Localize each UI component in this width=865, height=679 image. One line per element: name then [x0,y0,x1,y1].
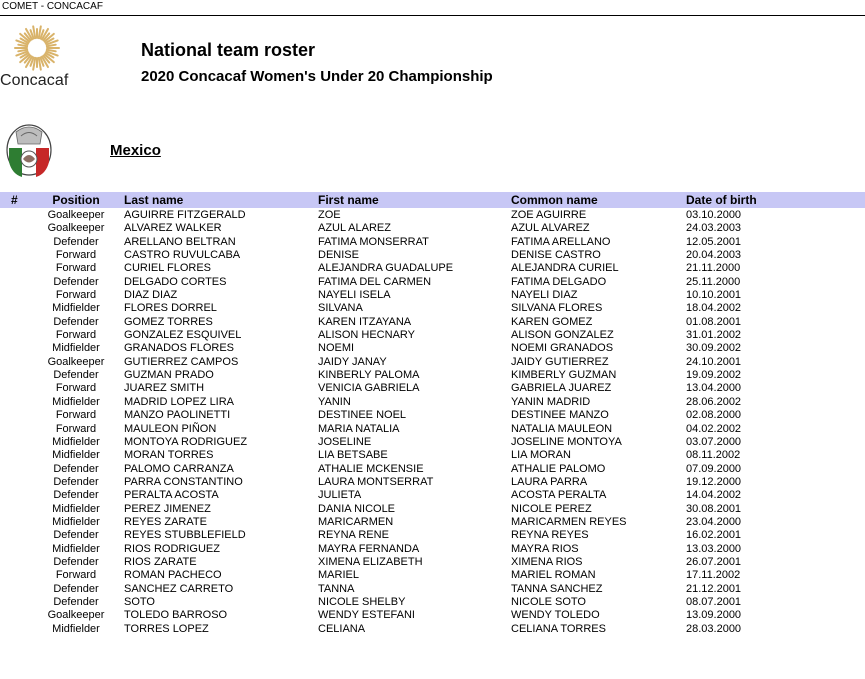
player-date-of-birth: 02.08.2000 [686,409,742,422]
player-last-name: RIOS RODRIGUEZ [124,542,220,555]
player-common-name: XIMENA RIOS [511,555,583,568]
player-date-of-birth: 28.03.2000 [686,622,742,635]
player-last-name: CASTRO RUVULCABA [124,249,241,262]
player-first-name: WENDY ESTEFANI [318,609,415,622]
player-last-name: GRANADOS FLORES [124,342,235,355]
player-date-of-birth: 03.07.2000 [686,435,742,448]
player-common-name: AZUL ALVAREZ [511,222,590,235]
player-common-name: WENDY TOLEDO [511,609,600,622]
table-row [0,609,865,622]
column-header-date-of-birth: Date of birth [686,193,757,207]
player-first-name: ALISON HECNARY [318,329,415,342]
player-first-name: DESTINEE NOEL [318,409,407,422]
player-first-name: MARICARMEN [318,515,394,528]
player-last-name: SANCHEZ CARRETO [124,582,234,595]
player-date-of-birth: 12.05.2001 [686,235,742,248]
table-row [0,423,865,436]
player-date-of-birth: 21.12.2001 [686,582,742,595]
player-common-name: FATIMA ARELLANO [511,235,611,248]
player-common-name: GABRIELA JUAREZ [511,382,612,395]
table-row [0,556,865,569]
player-date-of-birth: 10.10.2001 [686,289,742,302]
table-row [0,382,865,395]
player-last-name: MANZO PAOLINETTI [124,409,231,422]
table-row [0,449,865,462]
player-common-name: MAYRA RIOS [511,542,579,555]
table-row [0,356,865,369]
table-row [0,316,865,329]
player-date-of-birth: 08.11.2002 [686,449,741,462]
player-date-of-birth: 24.10.2001 [686,355,742,368]
player-date-of-birth: 14.04.2002 [686,489,742,502]
player-position: Forward [55,569,97,582]
table-row [0,249,865,262]
player-last-name: PERALTA ACOSTA [124,489,219,502]
player-common-name: FATIMA DELGADO [511,275,607,288]
player-common-name: NATALIA MAULEON [511,422,613,435]
player-position: Defender [53,582,99,595]
player-date-of-birth: 31.01.2002 [686,329,742,342]
player-first-name: NICOLE SHELBY [318,595,406,608]
player-position: Forward [55,289,97,302]
table-row [0,342,865,355]
player-first-name: DENISE [318,249,359,262]
player-common-name: NICOLE SOTO [511,595,586,608]
player-last-name: TOLEDO BARROSO [124,609,228,622]
table-row [0,543,865,556]
player-last-name: PALOMO CARRANZA [124,462,234,475]
team-name: Mexico [110,142,161,159]
player-date-of-birth: 21.11.2000 [686,262,741,275]
player-first-name: VENICIA GABRIELA [318,382,420,395]
table-row [0,583,865,596]
player-first-name: REYNA RENE [318,529,389,542]
player-last-name: PEREZ JIMENEZ [124,502,211,515]
player-first-name: AZUL ALAREZ [318,222,391,235]
player-common-name: NOEMI GRANADOS [511,342,614,355]
player-position: Forward [55,249,97,262]
player-first-name: FATIMA MONSERRAT [318,235,429,248]
player-last-name: ROMAN PACHECO [124,569,222,582]
player-position: Defender [53,529,99,542]
player-last-name: MORAN TORRES [124,449,214,462]
player-common-name: ALEJANDRA CURIEL [511,262,619,275]
player-date-of-birth: 30.08.2001 [686,502,742,515]
player-position: Midfielder [52,622,100,635]
player-first-name: CELIANA [318,622,366,635]
player-first-name: LAURA MONTSERRAT [318,475,434,488]
player-position: Defender [53,462,99,475]
player-date-of-birth: 24.03.2003 [686,222,742,235]
column-header-number: # [11,193,18,207]
player-date-of-birth: 16.02.2001 [686,529,742,542]
player-last-name: MAULEON PIÑON [124,422,217,435]
player-common-name: REYNA REYES [511,529,589,542]
table-row [0,222,865,235]
player-first-name: DANIA NICOLE [318,502,396,515]
roster-table-body [0,209,865,636]
player-first-name: SILVANA [318,302,363,315]
player-last-name: GUZMAN PRADO [124,369,214,382]
player-position: Midfielder [52,302,100,315]
player-position: Forward [55,409,97,422]
player-position: Forward [55,262,97,275]
player-common-name: TANNA SANCHEZ [511,582,603,595]
table-header [0,192,865,208]
player-common-name: ZOE AGUIRRE [511,209,587,221]
mexico-federation-crest-icon [4,122,54,180]
player-position: Goalkeeper [47,609,105,622]
player-first-name: MAYRA FERNANDA [318,542,420,555]
player-position: Defender [53,595,99,608]
player-last-name: REYES ZARATE [124,515,207,528]
player-position: Goalkeeper [47,209,105,221]
player-date-of-birth: 18.04.2002 [686,302,742,315]
player-last-name: TORRES LOPEZ [124,622,209,635]
player-position: Midfielder [52,435,100,448]
player-last-name: DELGADO CORTES [124,275,227,288]
player-first-name: ALEJANDRA GUADALUPE [318,262,454,275]
player-common-name: MARIEL ROMAN [511,569,596,582]
player-date-of-birth: 13.03.2000 [686,542,742,555]
player-position: Forward [55,382,97,395]
player-date-of-birth: 17.11.2002 [686,569,741,582]
player-first-name: JAIDY JANAY [318,355,387,368]
player-last-name: GUTIERREZ CAMPOS [124,355,239,368]
player-common-name: LIA MORAN [511,449,571,462]
table-row [0,289,865,302]
player-position: Defender [53,369,99,382]
player-date-of-birth: 01.08.2001 [686,315,742,328]
player-common-name: JOSELINE MONTOYA [511,435,622,448]
concacaf-wordmark: Concacaf [0,72,69,89]
table-row [0,436,865,449]
player-first-name: YANIN [318,395,351,408]
player-date-of-birth: 19.12.2000 [686,475,742,488]
table-row [0,623,865,636]
player-common-name: JAIDY GUTIERREZ [511,355,609,368]
player-date-of-birth: 25.11.2000 [686,275,741,288]
player-common-name: SILVANA FLORES [511,302,603,315]
player-last-name: AGUIRRE FITZGERALD [124,209,246,221]
player-date-of-birth: 20.04.2003 [686,249,742,262]
player-first-name: KAREN ITZAYANA [318,315,412,328]
table-row [0,396,865,409]
player-last-name: GOMEZ TORRES [124,315,213,328]
player-last-name: ARELLANO BELTRAN [124,235,236,248]
player-first-name: KINBERLY PALOMA [318,369,420,382]
player-first-name: LIA BETSABE [318,449,388,462]
table-row [0,302,865,315]
player-common-name: KIMBERLY GUZMAN [511,369,617,382]
page-subtitle: 2020 Concacaf Women's Under 20 Championship [141,68,493,85]
player-last-name: PARRA CONSTANTINO [124,475,243,488]
player-date-of-birth: 30.09.2002 [686,342,742,355]
player-common-name: DENISE CASTRO [511,249,601,262]
player-common-name: MARICARMEN REYES [511,515,627,528]
table-row [0,463,865,476]
player-first-name: XIMENA ELIZABETH [318,555,423,568]
table-row [0,262,865,275]
player-position: Midfielder [52,342,100,355]
player-date-of-birth: 13.09.2000 [686,609,742,622]
player-date-of-birth: 04.02.2002 [686,422,742,435]
player-position: Goalkeeper [47,355,105,368]
player-common-name: CELIANA TORRES [511,622,606,635]
player-position: Midfielder [52,515,100,528]
player-last-name: REYES STUBBLEFIELD [124,529,246,542]
table-row [0,529,865,542]
player-common-name: ATHALIE PALOMO [511,462,606,475]
player-date-of-birth: 08.07.2001 [686,595,742,608]
player-last-name: RIOS ZARATE [124,555,197,568]
player-common-name: NICOLE PEREZ [511,502,592,515]
player-first-name: TANNA [318,582,355,595]
column-header-first-name: First name [318,193,379,207]
player-date-of-birth: 13.04.2000 [686,382,742,395]
player-last-name: DIAZ DIAZ [124,289,178,302]
player-position: Defender [53,489,99,502]
table-row [0,516,865,529]
player-last-name: GONZALEZ ESQUIVEL [124,329,242,342]
player-common-name: LAURA PARRA [511,475,588,488]
table-row [0,409,865,422]
player-position: Midfielder [52,542,100,555]
table-row [0,596,865,609]
player-first-name: MARIEL [318,569,359,582]
column-header-position: Position [52,193,100,207]
player-common-name: NAYELI DIAZ [511,289,578,302]
player-position: Forward [55,329,97,342]
player-first-name: NOEMI [318,342,355,355]
top-bar [0,0,865,16]
player-last-name: SOTO [124,595,155,608]
player-position: Defender [53,275,99,288]
player-common-name: YANIN MADRID [511,395,591,408]
player-last-name: FLORES DORREL [124,302,217,315]
player-date-of-birth: 03.10.2000 [686,209,742,221]
table-row [0,209,865,222]
table-row [0,503,865,516]
player-common-name: DESTINEE MANZO [511,409,609,422]
player-last-name: CURIEL FLORES [124,262,212,275]
player-date-of-birth: 28.06.2002 [686,395,742,408]
table-row [0,369,865,382]
player-position: Defender [53,235,99,248]
player-date-of-birth: 23.04.2000 [686,515,742,528]
player-first-name: ZOE [318,209,341,221]
player-common-name: KAREN GOMEZ [511,315,593,328]
player-position: Midfielder [52,449,100,462]
player-common-name: ACOSTA PERALTA [511,489,607,502]
page-title: National team roster [141,40,316,60]
player-last-name: ALVAREZ WALKER [124,222,222,235]
player-position: Defender [53,555,99,568]
player-position: Forward [55,422,97,435]
breadcrumb: COMET - CONCACAF [2,1,103,12]
player-position: Midfielder [52,395,100,408]
table-row [0,236,865,249]
player-last-name: MONTOYA RODRIGUEZ [124,435,248,448]
player-date-of-birth: 26.07.2001 [686,555,742,568]
player-common-name: ALISON GONZALEZ [511,329,614,342]
player-first-name: FATIMA DEL CARMEN [318,275,432,288]
table-row [0,489,865,502]
player-last-name: JUAREZ SMITH [124,382,205,395]
player-first-name: JULIETA [318,489,362,502]
player-position: Defender [53,315,99,328]
player-last-name: MADRID LOPEZ LIRA [124,395,235,408]
player-first-name: JOSELINE [318,435,372,448]
table-row [0,276,865,289]
column-header-last-name: Last name [124,193,184,207]
table-row [0,476,865,489]
player-position: Midfielder [52,502,100,515]
player-first-name: ATHALIE MCKENSIE [318,462,424,475]
player-first-name: MARIA NATALIA [318,422,400,435]
player-position: Defender [53,475,99,488]
player-first-name: NAYELI ISELA [318,289,391,302]
column-header-common-name: Common name [511,193,598,207]
table-row [0,329,865,342]
player-position: Goalkeeper [47,222,105,235]
table-row [0,569,865,582]
player-date-of-birth: 07.09.2000 [686,462,742,475]
player-date-of-birth: 19.09.2002 [686,369,742,382]
